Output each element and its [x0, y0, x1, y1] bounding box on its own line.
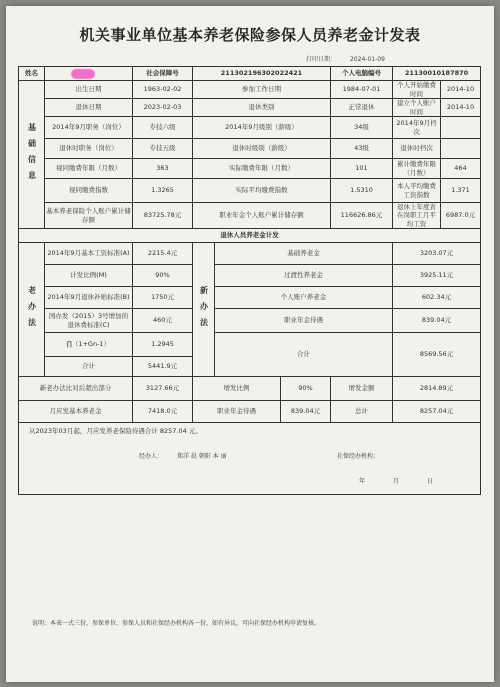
name-value: [45, 67, 133, 81]
basic-row-4: 退休时职务（岗位） 专技五级 退休时级别（薪级） 43级 退休时档次: [19, 139, 481, 159]
compare-row-2: 月应发基本养老金 7418.0元 职业年金待遇 839.04元 总计 8257.04元: [19, 401, 481, 423]
print-date: 打印日期： 2024-01-09: [306, 56, 385, 63]
document-title: 机关事业单位基本养老保险参保人员养老金计发表: [79, 26, 421, 44]
handler: 经办人： 郑洋 晨 朝阳 本 丽: [139, 453, 227, 460]
basic-row-6: 视同缴费指数 1.3265 实际平均缴费指数 1.5310 本人平均缴费工资指数 1.371: [19, 179, 481, 203]
pension-table: [18, 66, 481, 495]
basic-row-3: 2014年9月职务（岗位） 专技六级 2014年9月级别（薪级） 34级 2014年9月档次: [19, 117, 481, 139]
method-row-1: 老办法 2014年9月基本工资标准(A) 2215.4元 新办法 基础养老金 3203.07元: [19, 243, 481, 265]
basic-row-2: 退休日期 2023-02-03 退休类别 正常退休 建立个人账户时间 2014-10: [19, 99, 481, 117]
compare-row-1: 新老办法比对后超出部分 3127.66元 增发比例 90% 增发金额 2814.89元: [19, 377, 481, 401]
method-row-3: 2014年9月退休补贴标准(B) 1750元 个人账户养老金 602.34元: [19, 287, 481, 309]
handler-names: 郑洋 晨 朝阳 本 丽: [176, 453, 227, 460]
agency-label: 社保经办机构：: [337, 453, 380, 460]
method-row-5: ∏（1+Gn-1） 1.2945 合计 8569.56元: [19, 333, 481, 357]
basic-row-7: 基本养老保险个人账户累计储存额 83725.78元 职业年金个人账户累计储存额 116626.86元 退休上年度省在岗职工月平均工资 6987.0元: [19, 203, 481, 229]
method-row-2: 计发比例(M) 90% 过渡性养老金 3925.11元: [19, 265, 481, 287]
document-page: [6, 6, 494, 682]
method-row-6: 合计 5441.9元: [19, 357, 481, 377]
date-line: 年 月 日: [359, 478, 433, 485]
start-statement: 从2023年03月起，月应发养老保险待遇合计 8257.04 元。: [29, 427, 202, 435]
redacted-mark: [71, 69, 95, 79]
header-row: 姓名 社会保障号 211302196302022421 个人电脑编号 21130010187870: [19, 67, 481, 81]
method-row-4: 国办发（2015）3号增加的退休费标准(C) 460元 职业年金待遇 839.04元: [19, 309, 481, 333]
calc-title-row: 退休人员养老金计发: [19, 229, 481, 243]
footnote: 说明：本表一式三份，参保单位、参保人员和社保经办机构各一份，如有异议，可向社保经办机构申请复核。: [32, 620, 321, 627]
basic-row-5: 视同缴费年限（月数） 363 实际缴费年限（月数） 101 累计缴费年限（月数） 464: [19, 159, 481, 179]
basic-row-1: 基础信息 出生日期 1963-02-02 参加工作日期 1984-07-01 个人开始缴费时间 2014-10: [19, 81, 481, 99]
signature-row: [19, 423, 481, 495]
